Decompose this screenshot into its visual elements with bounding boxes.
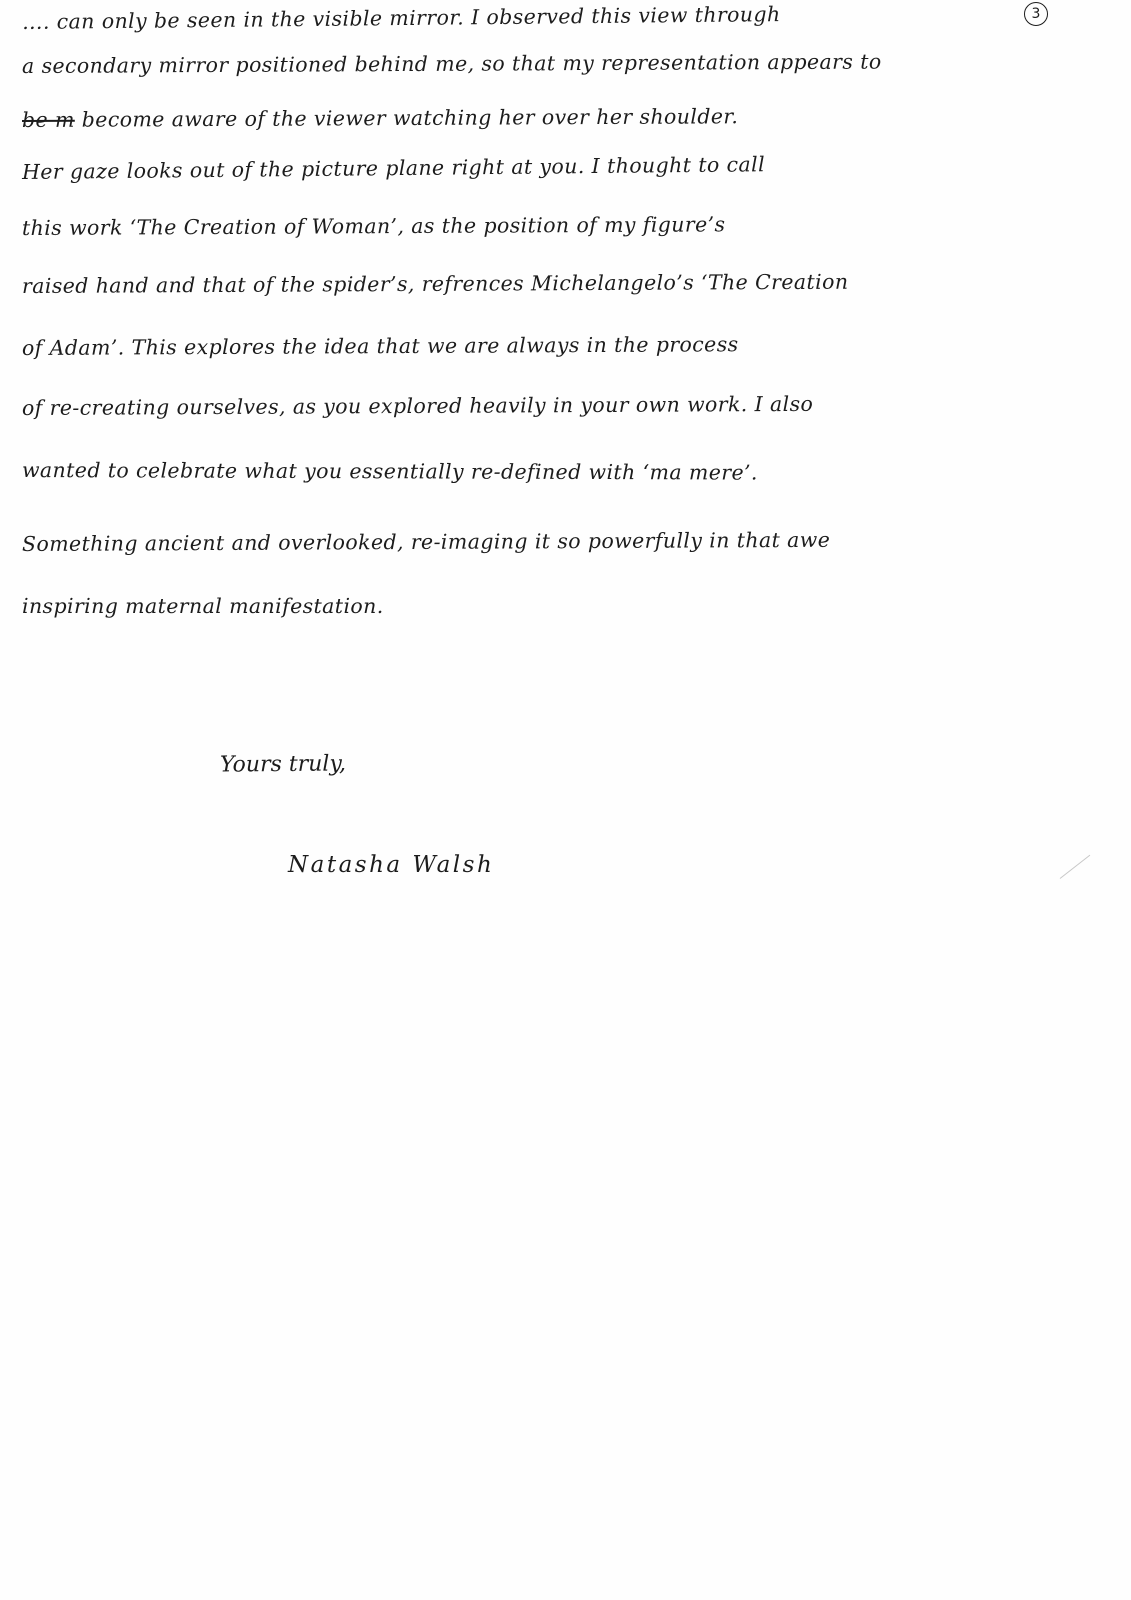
letter-line-8: of re-creating ourselves, as you explored heavily in your own work. I also: [21, 391, 814, 420]
letter-closing: Yours truly,: [219, 751, 346, 778]
letter-line-1: …. can only be seen in the visible mirror. I observed this view through: [21, 2, 781, 34]
letter-line-9: wanted to celebrate what you essentially re-defined with ‘ma mere’.: [21, 458, 758, 485]
letter-line-3: [22, 100, 1092, 134]
page-mark: [1060, 855, 1091, 879]
letter-line-6: raised hand and that of the spider’s, refrences Michelangelo’s ‘The Creation: [21, 269, 849, 298]
page-number-badge: 3: [1024, 2, 1048, 26]
letter-line-4: Her gaze looks out of the picture plane right at you. I thought to call: [21, 152, 766, 184]
letter-line-10: Something ancient and overlooked, re-imaging it so powerfully in that awe: [21, 527, 831, 556]
letter-line-7: of Adam’. This explores the idea that we are always in the process: [21, 332, 739, 360]
signature: Natasha Walsh: [288, 852, 495, 878]
letter-line-11: inspiring maternal manifestation.: [22, 594, 384, 618]
letter-line-5: this work ‘The Creation of Woman’, as the position of my figure’s: [21, 212, 726, 240]
letter-line-2: a secondary mirror positioned behind me, so that my representation appears to: [21, 49, 882, 78]
letter-line-3-text: become aware of the viewer watching her over her shoulder.: [81, 104, 739, 132]
struck-out-word: be m: [21, 107, 75, 132]
